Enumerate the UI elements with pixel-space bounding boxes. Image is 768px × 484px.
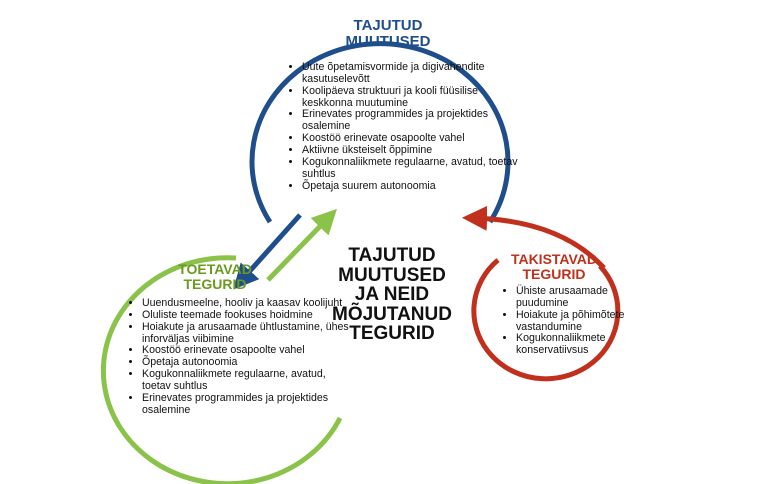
list-item: • Koostöö erinevate osapoolte vahel — [142, 345, 357, 357]
red-circle-list — [504, 286, 646, 357]
red-title-line-2: TEGURID — [522, 265, 586, 282]
list-item: • Kogukonnaliikmete konservatiivsus — [516, 333, 646, 357]
list-item: • Kogukonnaliikmete regulaarne, avatud, toetav suhtlus — [302, 157, 527, 181]
center-line-3: JA NEID — [354, 284, 430, 306]
list-item: • Koolipäeva struktuuri ja kooli füüsilise keskkonna muutumine — [302, 86, 527, 110]
green-circle-title — [160, 262, 270, 291]
list-item: • Erinevates programmides ja projektides osalemine — [302, 109, 527, 133]
red-circle-title — [494, 252, 614, 281]
blue-title-line-2: MUUTUSED — [345, 32, 431, 50]
green-title-line-1: TOETAVAD — [178, 261, 252, 277]
green-circle-list — [130, 298, 357, 417]
list-item: • Oluliste teemade fookuses hoidmine — [142, 310, 357, 322]
red-title-line-1: TAKISTAVAD — [510, 251, 598, 267]
list-item: • Hoiakute ja arusaamade ühtlustamine, ühes inforväljas viibimine — [142, 322, 357, 346]
list-item: • Ühiste arusaamade puudumine — [516, 286, 646, 310]
list-item: • Aktiivne üksteiselt õppimine — [302, 145, 527, 157]
list-item: • Uute õpetamisvormide ja digivahendite kasutuselevõtt — [302, 62, 527, 86]
list-item: • Kogukonnaliikmete regulaarne, avatud, toetav suhtlus — [142, 369, 357, 393]
center-line-1: TAJUTUD — [348, 245, 436, 266]
list-item: • Õpetaja autonoomia — [142, 357, 357, 369]
blue-title-line-1: TAJUTUD — [353, 17, 423, 34]
green-title-line-2: TEGURID — [183, 275, 247, 292]
center-line-4: MÕJUTANUD — [332, 303, 452, 325]
list-item: • Koostöö erinevate osapoolte vahel — [302, 133, 527, 145]
center-line-2: MUUTUSED — [338, 264, 446, 286]
list-item: • Hoiakute ja põhimõtete vastandumine — [516, 310, 646, 334]
list-item: • Uuendusmeelne, hooliv ja kaasav koolijuht — [142, 298, 357, 310]
center-line-5: TEGURID — [349, 323, 435, 345]
green-arrow — [268, 216, 330, 280]
blue-circle-title — [318, 18, 458, 50]
blue-circle-list — [290, 62, 527, 192]
list-item: • Õpetaja suurem autonoomia — [302, 181, 527, 193]
list-item: • Erinevates programmides ja projektides osalemine — [142, 393, 357, 417]
